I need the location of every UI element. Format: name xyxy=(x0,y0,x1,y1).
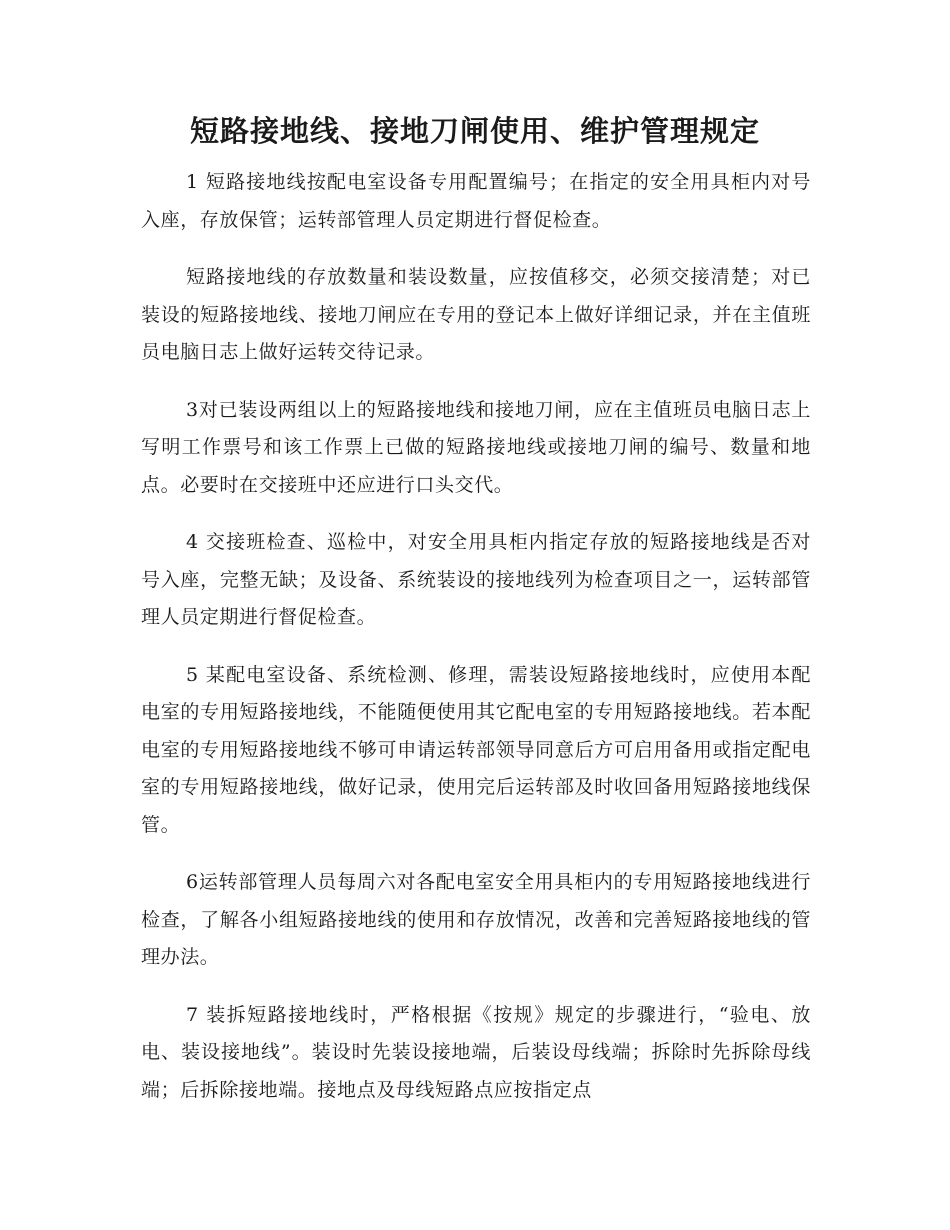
paragraph-7: 7 装拆短路接地线时，严格根据《按规》规定的步骤进行，“验电、放电、装设接地线”。装设时先装设接地端，后装设母线端；拆除时先拆除母线端；后拆除接地端。接地点及母线短路点应按指定点 xyxy=(141,1003,811,1101)
paragraph-1: 1 短路接地线按配电室设备专用配置编号；在指定的安全用具柜内对号入座，存放保管；运转部管理人员定期进行督促检查。 xyxy=(141,171,811,231)
paragraph-3: 3对已装设两组以上的短路接地线和接地刀闸，应在主值班员电脑日志上写明工作票号和该工作票上已做的短路接地线或接地刀闸的编号、数量和地点。必要时在交接班中还应进行口头交代。 xyxy=(141,398,811,496)
paragraph-5: 5 某配电室设备、系统检测、修理，需装设短路接地线时，应使用本配电室的专用短路接地线，不能随便使用其它配电室的专用短路接地线。若本配电室的专用短路接地线不够可申请运转部领导同意后方可启用备用或指定配电室的专用短路接地线，做好记录，使用完后运转部及时收回备用短路接地线保管。 xyxy=(141,663,811,836)
document-title: 短路接地线、接地刀闸使用、维护管理规定 xyxy=(189,114,760,148)
paragraph-2: 短路接地线的存放数量和装设数量，应按值移交，必须交接清楚；对已装设的短路接地线、接地刀闸应在专用的登记本上做好详细记录，并在主值班员电脑日志上做好运转交待记录。 xyxy=(141,266,811,363)
paragraph-4: 4 交接班检查、巡检中，对安全用具柜内指定存放的短路接地线是否对号入座，完整无缺；及设备、系统装设的接地线列为检查项目之一，运转部管理人员定期进行督促检查。 xyxy=(141,531,811,628)
document-body xyxy=(141,164,811,1129)
paragraph-6: 6运转部管理人员每周六对各配电室安全用具柜内的专用短路接地线进行检查，了解各小组短路接地线的使用和存放情况，改善和完善短路接地线的管理办法。 xyxy=(141,871,811,968)
